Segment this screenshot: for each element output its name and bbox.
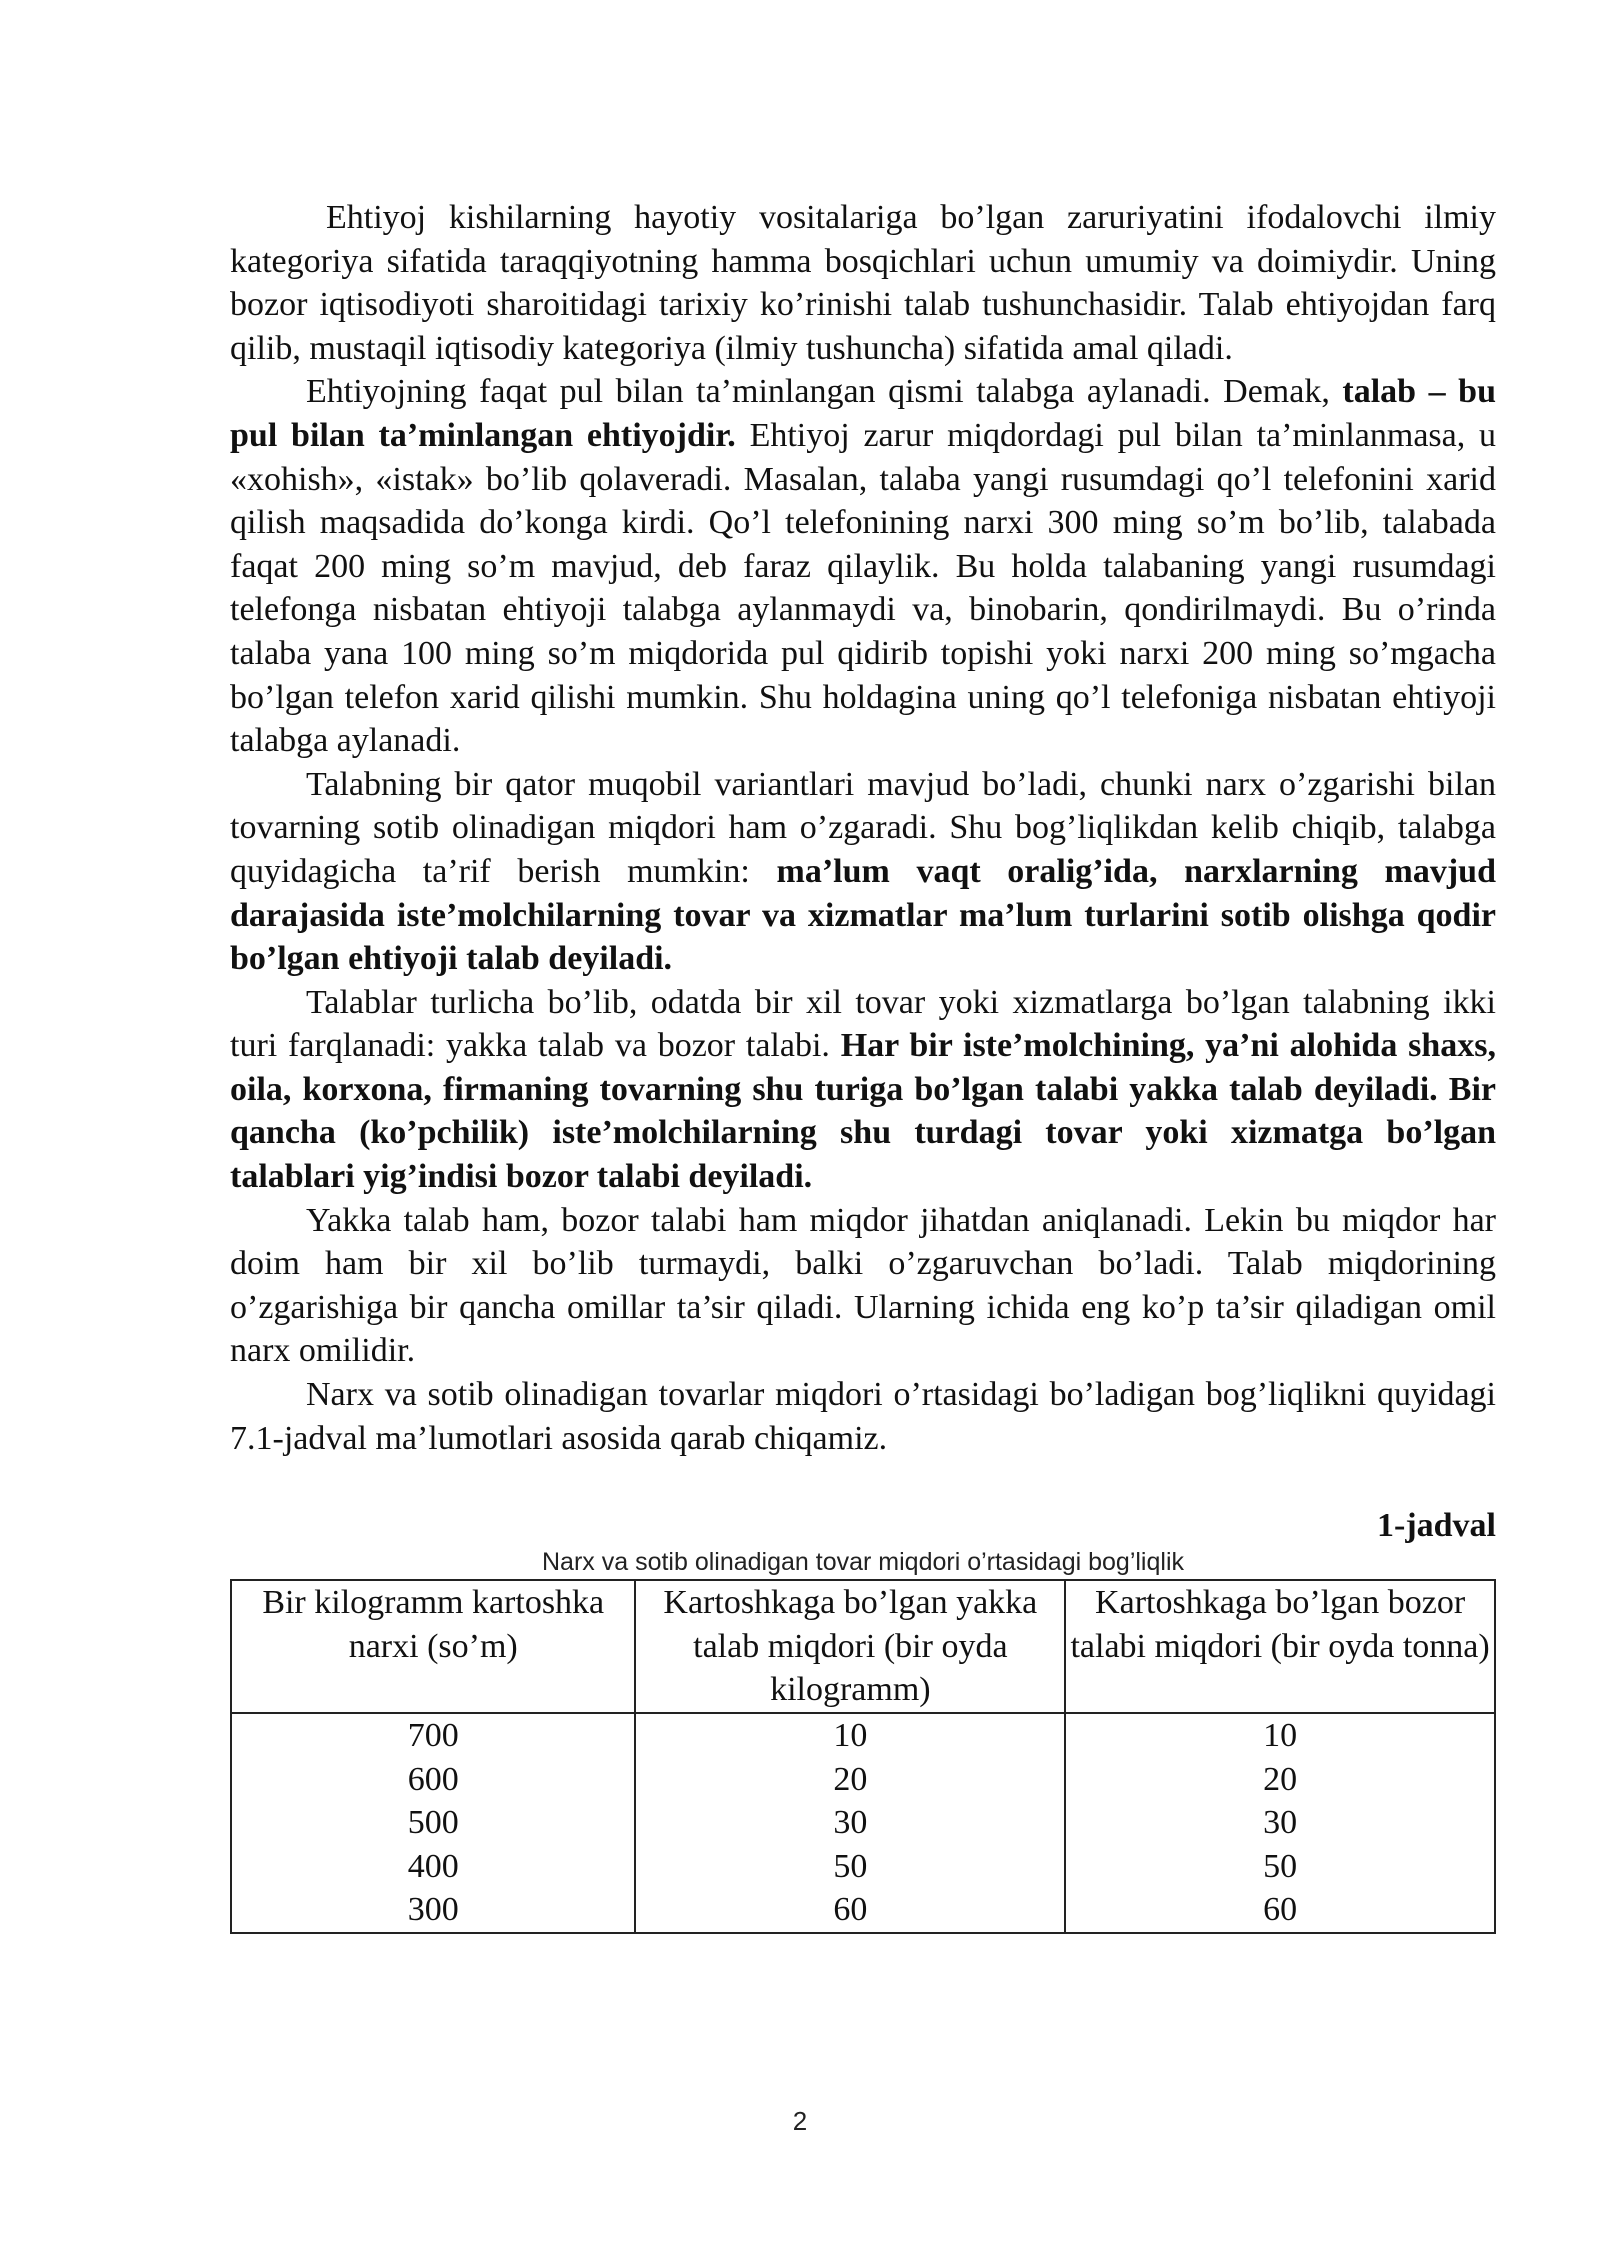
table-row [231, 1758, 1495, 1802]
text-segment: Ehtiyoj zarur miqdordagi pul bilan ta’minlanmasa, u «xohish», «istak» bo’lib qolaveradi. Masalan, talaba yangi rusumdagi qo’l telefonini xarid qilish maqsadida do’konga kirdi. Qo’l telefonining narxi 300 ming so’m bo’lib, talabada faqat 200 ming so’m mavjud, deb faraz qilaylik. Bu holda talabaning yangi rusumdagi telefonga nisbatan ehtiyoji talabga aylanmaydi va, binobarin, qondirilmaydi. Bu o’rinda talaba yana 100 ming so’m miqdorida pul qidirib topishi yoki narxi 200 ming so’mgacha bo’lgan telefon xarid qilishi mumkin. Shu holdagina uning qo’l telefoniga nisbatan ehtiyoji talabga aylanadi. [230, 416, 1497, 760]
table-cell: 10 [1065, 1713, 1495, 1758]
table-row [231, 1713, 1495, 1758]
text-segment: Ehtiyojning faqat pul bilan ta’minlangan qismi talabga aylanadi. Demak, [306, 373, 1343, 411]
table-cell: 60 [635, 1888, 1065, 1933]
bold-text: Har bir iste’molchining, ya’ni alohida shaxs, oila, korxona, firmaning tovarning shu turiga bo’lgan talabi yakka talab deyiladi. Bir qancha (ko’pchilik) iste’molchilarning shu turdagi tovar yoki xizmatga bo’lgan talablari yig’indisi bozor talabi deyiladi. [230, 1027, 1496, 1196]
table-cell: 20 [1065, 1758, 1495, 1802]
table-caption: Narx va sotib olinadigan tovar miqdori o’rtasidagi bog’liqlik [542, 1548, 1184, 1577]
paragraph [230, 763, 1496, 981]
text-segment: Talabning bir qator muqobil variantlari mavjud bo’ladi, chunki narx o’zgarishi bilan tovarning sotib olinadigan miqdori ham o’zgaradi. Shu bog’liqlikdan kelib chiqib, talabga quyidagicha ta’rif berish mumkin: [230, 765, 1496, 890]
body-text [230, 196, 1496, 1460]
paragraph [230, 370, 1496, 762]
table-body [231, 1713, 1495, 1933]
table-cell: 50 [635, 1845, 1065, 1889]
bold-text: talab – bu pul bilan ta’minlangan ehtiyojdir. [230, 373, 1496, 454]
paragraph [230, 1373, 1496, 1460]
table-row [231, 1888, 1495, 1933]
table-row [231, 1845, 1495, 1889]
table-header-market-demand: Kartoshkaga bo’lgan bozor talabi miqdori (bir oyda tonna) [1065, 1580, 1495, 1713]
table-cell: 10 [635, 1713, 1065, 1758]
table-cell: 60 [1065, 1888, 1495, 1933]
table-header-individual-demand: Kartoshkaga bo’lgan yakka talab miqdori (bir oyda kilogramm) [635, 1580, 1065, 1713]
text-segment: Narx va sotib olinadigan tovarlar miqdori o’rtasidagi bo’ladigan bog’liqlikni quyidagi 7.1-jadval ma’lumotlari asosida qarab chiqamiz. [230, 1376, 1496, 1457]
demand-table [230, 1579, 1496, 1934]
table-cell: 300 [231, 1888, 635, 1933]
table-cell: 30 [1065, 1801, 1495, 1845]
paragraph [230, 196, 1496, 370]
table-label: 1-jadval [1377, 1507, 1496, 1545]
table-cell: 500 [231, 1801, 635, 1845]
page-number: 2 [792, 2106, 808, 2136]
text-segment: Yakka talab ham, bozor talabi ham miqdor jihatdan aniqlanadi. Lekin bu miqdor har doim ham bir xil bo’lib turmaydi, balki o’zgaruvchan bo’ladi. Talab miqdorining o’zgarishiga bir qancha omillar ta’sir qiladi. Ularning ichida eng ko’p ta’sir qiladigan omil narx omilidir. [230, 1201, 1496, 1370]
table-cell: 30 [635, 1801, 1065, 1845]
table-cell: 600 [231, 1758, 635, 1802]
paragraph [230, 981, 1496, 1199]
table-cell: 20 [635, 1758, 1065, 1802]
table-header-row [231, 1580, 1495, 1713]
document-page [230, 196, 1496, 1934]
bold-text: ma’lum vaqt oralig’ida, narxlarning mavjud darajasida iste’molchilarning tovar va xizmatlar ma’lum turlarini sotib olishga qodir bo’lgan ehtiyoji talab deyiladi. [230, 852, 1496, 978]
table-cell: 400 [231, 1845, 635, 1889]
paragraph [230, 1199, 1496, 1373]
table-row [231, 1801, 1495, 1845]
text-segment: Ehtiyoj kishilarning hayotiy vositalariga bo’lgan zaruriyatini ifodalovchi ilmiy kategoriya sifatida taraqqiyotning hamma bosqichlari uchun umumiy va doimiydir. Uning bozor iqtisodiyoti sharoitidagi tarixiy ko’rinishi talab tushunchasidir. Talab ehtiyojdan farq qilib, mustaqil iqtisodiy kategoriya (ilmiy tushuncha) sifatida amal qiladi. [230, 199, 1496, 367]
table-header-price: Bir kilogramm kartoshka narxi (so’m) [231, 1580, 635, 1713]
table-cell: 700 [231, 1713, 635, 1758]
table-cell: 50 [1065, 1845, 1495, 1889]
text-segment: Talablar turlicha bo’lib, odatda bir xil tovar yoki xizmatlarga bo’lgan talabning ikki turi farqlanadi: yakka talab va bozor talabi. [230, 983, 1496, 1065]
